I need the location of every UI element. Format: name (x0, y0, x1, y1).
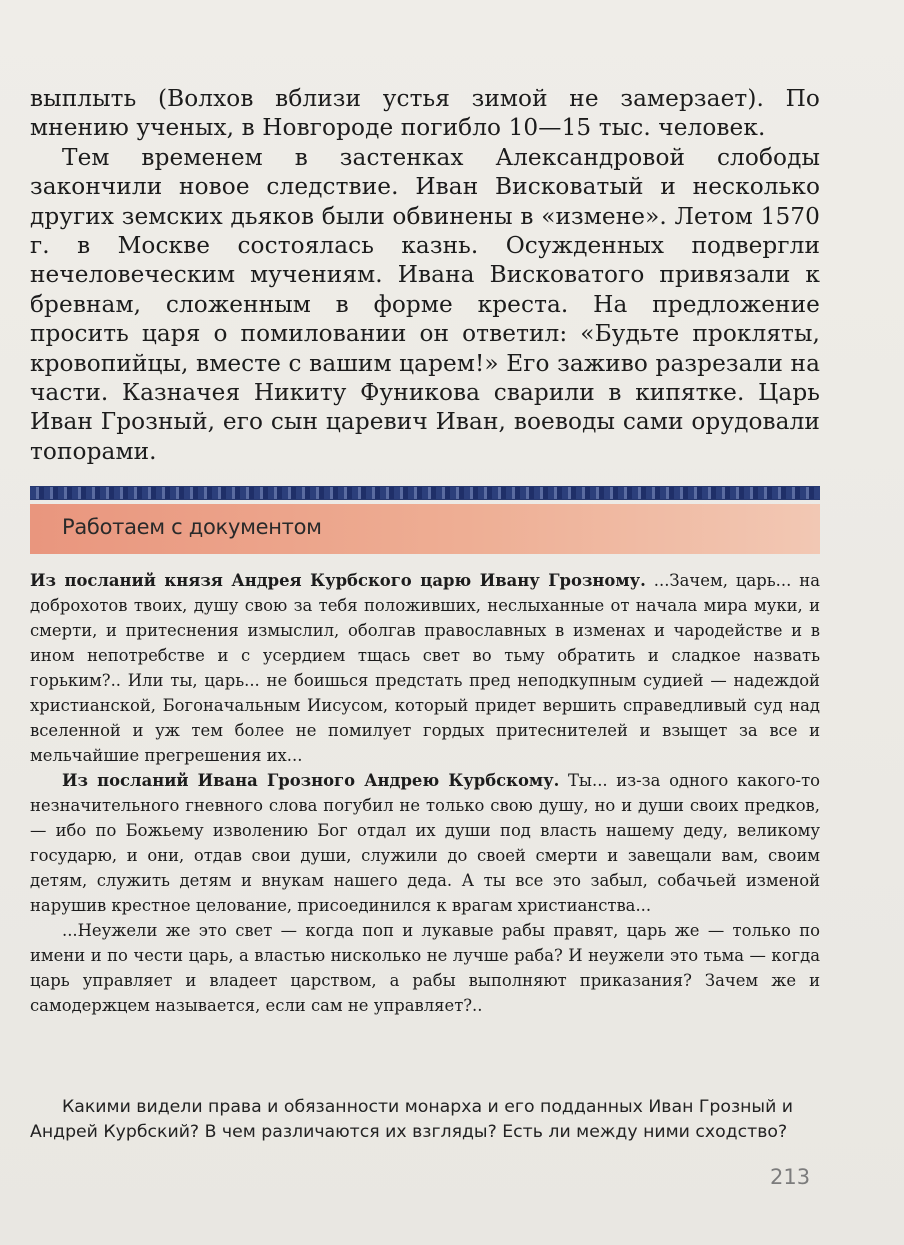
document-excerpts (30, 568, 820, 1018)
paragraph-1: выплыть (Волхов вблизи устья зимой не замерзает). По мнению ученых, в Новгороде погибло 10—15 тыс. человек. (30, 85, 820, 142)
page-number: 213 (770, 1165, 811, 1189)
excerpt-grozny-text: Ты... из-за одного какого-то незначительного гневного слова погубил не только свою душу, но и души своих предков, — ибо по Божьему изволению Бог отдал их души под власть нашему деду, великому государю, и они, отдав свои души, служили до своей смерти и завещали вам, своим детям, служить детям и внукам нашего деда. А ты все это забыл, собачьей изменой нарушив крестное целование, присоединился к врагам христианства... (30, 771, 821, 915)
paragraph-2: Тем временем в застенках Александровой слободы закончили новое следствие. Иван Висковатый и несколько других земских дьяков были обвинены в «измене». Летом 1570 г. в Москве состоялась казнь. Осужденных подвергли нечеловеческим мучениям. Ивана Висковатого привязали к бревнам, сложенным в форме креста. На предложение просить царя о помиловании он ответил: «Будьте прокляты, кровопийцы, вместе с вашим царем!» Его заживо разрезали на части. Казначея Никиту Фуникова сварили в кипятке. Царь Иван Грозный, его сын царевич Иван, воеводы сами орудовали топорами. (30, 143, 820, 465)
excerpt-kurbsky-text: ...Зачем, царь... на доброхотов твоих, душу свою за тебя положивших, неслыханные от начала мира муки, и смерти, и притеснения измыслил, оболгав православных в изменах и чародействе и в ином непотребстве и с усердием тщась свет во тьму обратить и сладкое назвать горьким?.. Или ты, царь... не боишься предстать пред неподкупным судией — надеждой христианской, Богоначальным Иисусом, который придет вершить справедливый суд над вселенной и уж тем более не помилует гордых притеснителей и взыщет за все и мельчайшие прегрешения их... (30, 571, 821, 765)
excerpt-kurbsky-heading: Из посланий князя Андрея Курбского царю Ивану Грозному. (30, 571, 646, 590)
excerpt-grozny-continued: ...Неужели же это свет — когда поп и лукавые рабы правят, царь же — только по имени и по чести царь, а властью нисколько не лучше раба? И неужели это тьма — когда царь управляет и владеет царством, а рабы выполняют приказания? Зачем же и самодержцем называется, если сам не управляет?.. (30, 921, 820, 1015)
section-title: Работаем с документом (62, 515, 322, 539)
questions-text: Какими видели права и обязанности монарха и его подданных Иван Грозный и Андрей Курбский? В чем различаются их взгляды? Есть ли между ними сходство? (30, 1097, 794, 1142)
excerpt-grozny (30, 768, 820, 918)
excerpt-grozny-heading: Из посланий Ивана Грозного Андрею Курбскому. (62, 771, 560, 790)
section-divider (30, 486, 820, 500)
section-header-band (30, 504, 820, 554)
excerpt-kurbsky (30, 568, 820, 768)
main-text (30, 84, 820, 466)
